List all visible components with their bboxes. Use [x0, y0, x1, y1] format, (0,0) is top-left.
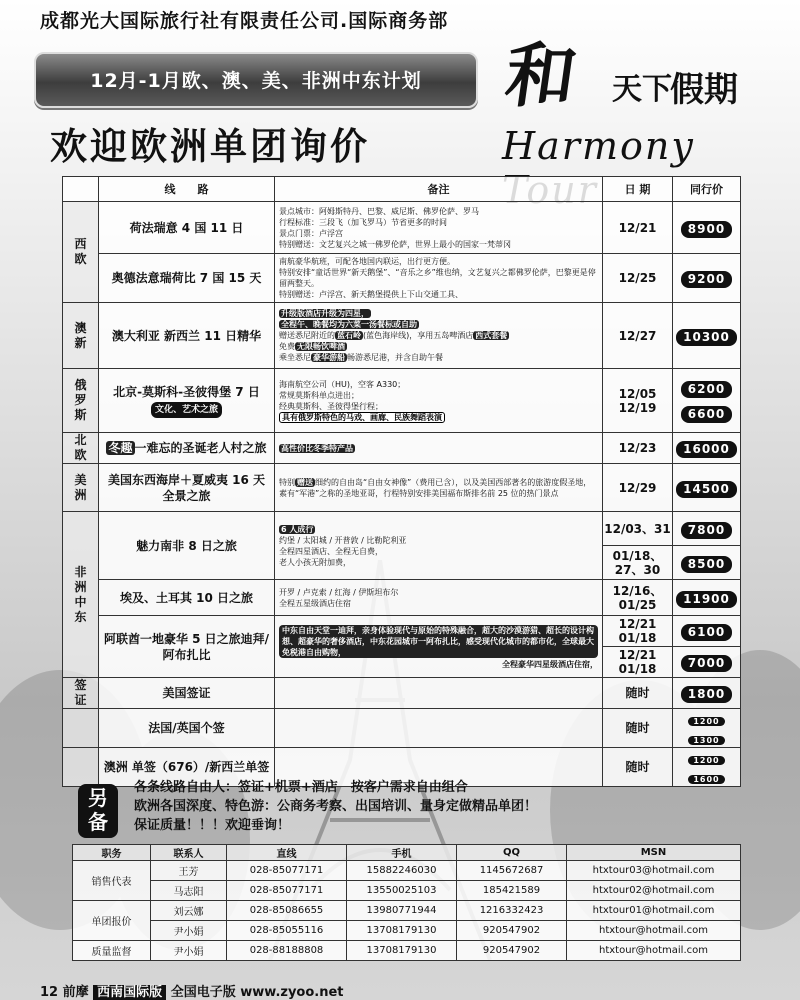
route-date: 随时	[603, 678, 673, 709]
route-date	[603, 369, 673, 433]
price-badge: 1200	[688, 756, 724, 765]
note-text: 免费	[279, 342, 295, 351]
group-badge: 6 人成行	[281, 524, 314, 534]
other-line: 各条线路自由人：签证+机票+酒店 按客户需求自由组合	[134, 780, 468, 795]
other-line: 保证质量！！！欢迎垂询！	[134, 818, 291, 833]
note-highlight: 赠送	[297, 477, 313, 487]
note-highlight: 无限畅饮啤酒	[297, 342, 345, 351]
route-name: 澳洲 单签（676）/新西兰单签	[99, 748, 275, 787]
header-msn: MSN	[567, 845, 741, 861]
route-date: 12/16、01/25	[603, 580, 673, 616]
logo-jiaqi: 假期	[670, 70, 738, 110]
table-row	[63, 616, 741, 647]
route-price-cell	[673, 369, 741, 433]
route-highlight: 冬趣	[108, 441, 133, 455]
note-text: 经典莫斯科、圣彼得堡行程；	[279, 401, 383, 411]
category-usa: 美 洲	[63, 464, 99, 512]
price-badge: 1600	[688, 775, 724, 784]
route-name: 埃及、土耳其 10 日之旅	[99, 580, 275, 616]
contact-mobile: 15882246030	[347, 861, 457, 881]
route-price-cell	[673, 254, 741, 303]
table-row	[63, 254, 741, 303]
price-badge: 8900	[681, 221, 732, 238]
route-name: 美国东西海岸＋夏威夷 16 天全景之旅	[99, 464, 275, 512]
route-name: 法国/英国个签	[99, 709, 275, 748]
table-row	[73, 941, 741, 961]
note-highlight-bar: 中东自由天堂一迪拜，亲身体验现代与原始的特殊融合，超大的沙漠游猎、超长的设计构想、超豪华的奢侈酒店，中东花园城市一阿布扎比，感受现代化城市的都市化，全球最大免税港自由购物，	[279, 625, 598, 658]
other-line: 欧洲各国深度、特色游：公商务考察、出国培训、量身定做精品单团！	[134, 799, 538, 814]
logo-tianxia: 天下	[612, 72, 672, 107]
note-text: 畅游悉尼港，并含自助午餐	[347, 353, 443, 362]
route-name	[99, 369, 275, 433]
category-visa: 签 证	[63, 678, 99, 709]
plan-banner	[34, 52, 478, 108]
header-date: 日 期	[603, 177, 673, 202]
tour-table	[62, 176, 741, 787]
route-name: 魅力南非 8 日之旅	[99, 512, 275, 580]
contact-mobile: 13708179130	[347, 921, 457, 941]
route-date: 12/03、31	[603, 512, 673, 546]
note-highlight: 全程午、晚餐均为六菜一汤餐标或自助	[281, 320, 417, 329]
note-highlight: 升级版酒店升级为四星，	[281, 309, 369, 318]
contact-phone: 028-85086655	[227, 901, 347, 921]
route-price-cell	[673, 580, 741, 616]
contact-phone: 028-85077171	[227, 861, 347, 881]
contact-table	[72, 844, 741, 961]
contact-name: 尹小娟	[151, 941, 227, 961]
contact-name: 尹小娟	[151, 921, 227, 941]
contact-qq: 1216332423	[457, 901, 567, 921]
route-name	[99, 433, 275, 464]
route-date: 随时	[603, 709, 673, 748]
header-qq: QQ	[457, 845, 567, 861]
logo-he-character: 和	[500, 34, 582, 117]
table-row	[73, 861, 741, 881]
route-name: 荷法瑞意 4 国 11 日	[99, 202, 275, 254]
contact-name: 马志阳	[151, 881, 227, 901]
route-price-cell	[673, 303, 741, 369]
price-badge: 8500	[681, 556, 732, 573]
contact-role: 销售代表	[73, 861, 151, 901]
contact-role: 质量监督	[73, 941, 151, 961]
note-text: 开罗 / 卢克索 / 红海 / 伊斯坦布尔	[279, 587, 399, 597]
header-category	[63, 177, 99, 202]
contact-msn: htxtour02@hotmail.com	[567, 881, 741, 901]
date-1: 12/05	[618, 386, 657, 401]
edition-box: 西南国际版	[93, 985, 166, 1000]
other-title: 另 备	[78, 784, 118, 838]
route-note	[275, 709, 603, 748]
footer-url: 全国电子版 www.zyoo.net	[170, 985, 344, 1000]
contact-name: 刘云娜	[151, 901, 227, 921]
contact-msn: htxtour@hotmail.com	[567, 921, 741, 941]
note-text: 乘坐悉尼	[279, 353, 311, 362]
note-text: 老人小孩无附加费，	[279, 557, 351, 567]
table-row	[63, 303, 741, 369]
contact-mobile: 13980771944	[347, 901, 457, 921]
page-number: 12	[40, 985, 59, 1000]
route-note: 南航豪华航班，可配各地国内联运，出行更方便。 特别安排“童话世界“新天鹅堡”、“音乐之乡”维也纳，文艺复兴之都佛罗伦萨，巴黎更是停留两整天。 特别赠送：卢浮宫、新天鹅堡提供上下山交通工具、	[275, 254, 603, 303]
route-note	[275, 512, 603, 580]
price-badge: 6600	[681, 406, 732, 423]
route-note	[275, 678, 603, 709]
route-price-cell	[673, 647, 741, 678]
route-date: 12/21 01/18	[603, 647, 673, 678]
price-badge: 7000	[681, 655, 732, 672]
contact-phone: 028-85055116	[227, 921, 347, 941]
date-2: 12/19	[618, 400, 657, 415]
plan-title: 12月-1月欧、澳、美、非洲中东计划	[90, 70, 422, 92]
header-name: 联系人	[151, 845, 227, 861]
contact-qq: 920547902	[457, 921, 567, 941]
header-note: 备注	[275, 177, 603, 202]
category-africa: 非 洲 中 东	[63, 512, 99, 678]
contact-msn: htxtour01@hotmail.com	[567, 901, 741, 921]
page-footer	[40, 981, 344, 1000]
route-price-cell	[673, 464, 741, 512]
contact-role: 单团报价	[73, 901, 151, 941]
note-text: 特别	[279, 477, 295, 487]
table-row	[63, 369, 741, 433]
header-phone: 直线	[227, 845, 347, 861]
price-badge: 1200	[688, 717, 724, 726]
contact-header	[73, 845, 741, 861]
route-title: 北京-莫斯科-圣彼得堡 7 日	[113, 384, 260, 399]
header-role: 职务	[73, 845, 151, 861]
table-row	[63, 433, 741, 464]
note-text: 全程豪华四星级酒店住宿，	[502, 659, 598, 669]
note-highlight: 西式套餐	[475, 331, 508, 340]
category-nordic: 北 欧	[63, 433, 99, 464]
route-date: 12/23	[603, 433, 673, 464]
route-name: 澳大利亚 新西兰 11 日精华	[99, 303, 275, 369]
note-highlight: 高性价比冬季特产品	[281, 443, 353, 453]
magazine-name: 前摩	[62, 985, 89, 1000]
contact-name: 王芳	[151, 861, 227, 881]
table-row	[63, 678, 741, 709]
contact-qq: 185421589	[457, 881, 567, 901]
note-text: 海南航空公司（HU)，空客 A330；	[279, 379, 406, 389]
other-lines	[134, 778, 537, 835]
price-badge: 9200	[681, 271, 732, 288]
route-date: 12/27	[603, 303, 673, 369]
route-price-cell	[673, 433, 741, 464]
route-note	[275, 464, 603, 512]
category-visa-cont	[63, 709, 99, 748]
note-text: 赠送悉尼附近的	[279, 331, 335, 340]
contact-phone: 028-85077171	[227, 881, 347, 901]
header-mobile: 手机	[347, 845, 457, 861]
contact-msn: htxtour03@hotmail.com	[567, 861, 741, 881]
table-row	[63, 512, 741, 546]
tour-table-header	[63, 177, 741, 202]
note-text: 全程四星酒店、全程无自费，	[279, 546, 383, 556]
category-russia: 俄 罗 斯	[63, 369, 99, 433]
route-name: 阿联酋一地豪华 5 日之旅迪拜/阿布扎比	[99, 616, 275, 678]
price-badge: 1800	[681, 686, 732, 703]
table-row	[73, 881, 741, 901]
header-price: 同行价	[673, 177, 741, 202]
route-date: 随时	[603, 748, 673, 787]
price-badge: 6200	[681, 381, 732, 398]
price-badge: 10300	[676, 329, 737, 346]
note-highlight: 具有俄罗斯特色的马戏、画廊、民族舞蹈表演	[279, 412, 445, 423]
culture-tag: 文化、艺术之旅	[151, 402, 222, 418]
price-badge: 6100	[681, 624, 732, 641]
note-text: 细约的自由岛“自由女神像”（费用已含），以及美国西部著名的旅游度假圣地，素有“军港”之称的圣地亚哥，行程特别安排美国福布斯排名前 25 位的热门景点	[279, 477, 592, 498]
route-price-cell	[673, 678, 741, 709]
route-note	[275, 433, 603, 464]
price-badge: 1300	[688, 736, 724, 745]
route-note	[275, 303, 603, 369]
price-badge: 14500	[676, 481, 737, 498]
contact-phone: 028-88188808	[227, 941, 347, 961]
route-note	[275, 369, 603, 433]
contact-mobile: 13708179130	[347, 941, 457, 961]
category-europe: 西 欧	[63, 202, 99, 303]
contact-qq: 920547902	[457, 941, 567, 961]
route-date: 12/21	[603, 202, 673, 254]
route-name: 美国签证	[99, 678, 275, 709]
price-badge: 7800	[681, 522, 732, 539]
contact-qq: 1145672687	[457, 861, 567, 881]
logo-english: Harmony	[502, 124, 695, 168]
contact-mobile: 13550025103	[347, 881, 457, 901]
route-price-cell	[673, 202, 741, 254]
harmony-tour-logo	[500, 36, 790, 166]
route-price-cell	[673, 709, 741, 748]
route-title: 一难忘的圣诞老人村之旅	[134, 441, 267, 455]
category-aunz: 澳 新	[63, 303, 99, 369]
route-date: 12/25	[603, 254, 673, 303]
table-row	[63, 580, 741, 616]
table-row	[63, 464, 741, 512]
note-highlight: 豪华游船	[313, 353, 345, 362]
table-row	[63, 202, 741, 254]
table-row	[73, 921, 741, 941]
route-date: 12/21 01/18	[603, 616, 673, 647]
route-price-cell	[673, 616, 741, 647]
header-route: 线 路	[99, 177, 275, 202]
welcome-heading: 欢迎欧洲单团询价	[50, 124, 370, 168]
note-text: 常规莫斯科单点进出；	[279, 390, 359, 400]
route-price-cell	[673, 546, 741, 580]
route-date: 12/29	[603, 464, 673, 512]
route-name: 奥德法意瑞荷比 7 国 15 天	[99, 254, 275, 303]
note-text: 全程五星级酒店住宿	[279, 598, 351, 608]
other-services	[78, 778, 740, 840]
table-row	[63, 709, 741, 748]
route-note	[275, 616, 603, 678]
route-note: 景点城市：阿姆斯特丹、巴黎、威尼斯、佛罗伦萨、罗马 行程标准：三段飞（加飞罗马）节省更多的时间 景点门票：卢浮宫 特别赠送：文艺复兴之城一佛罗伦萨，世界上最小的国家一梵蒂冈	[275, 202, 603, 254]
route-price-cell	[673, 512, 741, 546]
contact-msn: htxtour@hotmail.com	[567, 941, 741, 961]
note-highlight: 蓝石岭	[337, 331, 361, 340]
note-text: 约堡 / 太阳城 / 开普敦 / 比勒陀利亚	[279, 535, 407, 545]
note-text: (蓝色海岸线)，享用五岛啤酒店	[363, 331, 474, 340]
company-name: 成都光大国际旅行社有限责任公司.国际商务部	[40, 10, 449, 32]
route-note	[275, 580, 603, 616]
price-badge: 11900	[676, 591, 737, 608]
price-badge: 16000	[676, 441, 737, 458]
route-date: 01/18、27、30	[603, 546, 673, 580]
table-row	[73, 901, 741, 921]
